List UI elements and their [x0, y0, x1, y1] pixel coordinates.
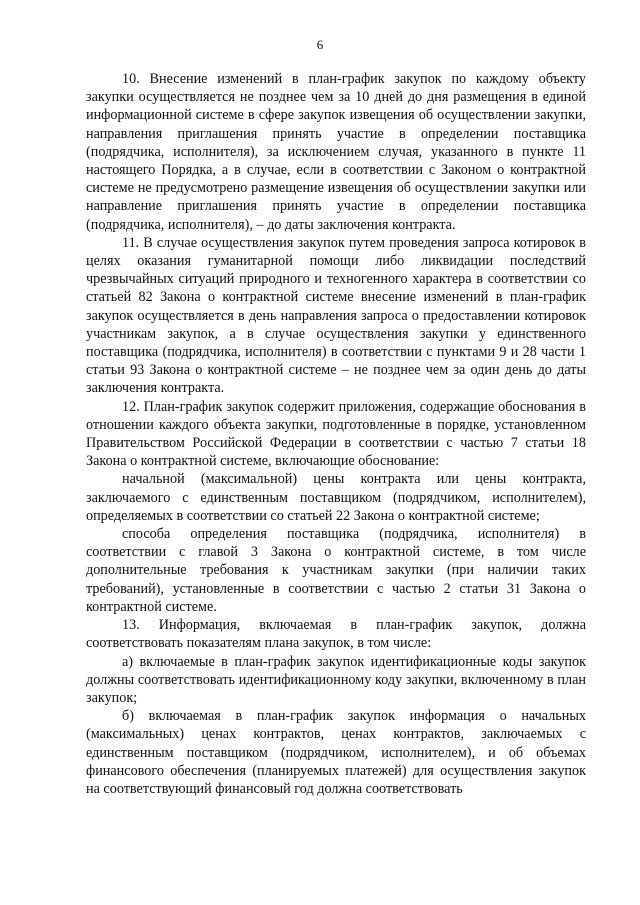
paragraph-13-item-a: а) включаемые в план-график закупок идентификационные коды закупок должны соответствовать идентификационному коду закупки, включенному в план закупок;	[86, 653, 586, 706]
paragraph-12-item-method: способа определения поставщика (подрядчика, исполнителя) в соответствии с главой 3 Закона о контрактной системе, в том числе дополнительные требования к участникам закупки (при наличии таких требований), установленные в соответствии с частью 2 статьи 31 Закона о контрактной системе.	[86, 526, 586, 615]
paragraph-10: 10. Внесение изменений в план-график закупок по каждому объекту закупки осуществляется не позднее чем за 10 дней до дня размещения в единой информационной системе в сфере закупок извещения об осуществлении закупки, направления приглашения принять участие в определении поставщика (подрядчика, исполнителя), за исключением случая, указанного в пункте 11 настоящего Порядка, а в случае, если в соответствии с Законом о контрактной системе не предусмотрено размещение извещения об осуществлении закупки или направление приглашения принять участие в определении поставщика (подрядчика, исполнителя), – до даты заключения контракта.	[86, 71, 586, 233]
paragraph-12: 12. План-график закупок содержит приложения, содержащие обоснования в отношении каждого объекта закупки, подготовленные в порядке, установленном Правительством Российской Федерации в соответствии с частью 7 статьи 18 Закона о контрактной системе, включающие обоснование:	[86, 398, 586, 470]
paragraph-13-item-b: б) включаемая в план-график закупок информация о начальных (максимальных) ценах контрактов, ценах контрактов, заключаемых с единственным поставщиком (подрядчиком, исполнителем), и об объемах финансового обеспечения (планируемых платежей) для осуществления закупок на соответствующий финансовый год должна соответствовать	[86, 708, 586, 797]
paragraph-11: 11. В случае осуществления закупок путем проведения запроса котировок в целях оказания гуманитарной помощи либо ликвидации последствий чрезвычайных ситуаций природного и техногенного характера в соответствии со статьей 82 Закона о контрактной системе внесение изменений в план-график закупок осуществляется в день направления запроса о предоставлении котировок участникам закупок, а в случае осуществления закупки у единственного поставщика (подрядчика, исполнителя) в соответствии с пунктами 9 и 28 части 1 статьи 93 Закона о контрактной системе – не позднее чем за один день до даты заключения контракта.	[86, 234, 586, 397]
paragraph-12-item-price: начальной (максимальной) цены контракта или цены контракта, заключаемого с единственным поставщиком (подрядчиком, исполнителем), определяемых в соответствии со статьей 22 Закона о контрактной системе;	[86, 471, 586, 524]
page-number: 6	[316, 37, 324, 52]
document-body	[86, 70, 586, 798]
paragraph-13: 13. Информация, включаемая в план-график закупок, должна соответствовать показателям плана закупок, в том числе:	[86, 617, 586, 652]
